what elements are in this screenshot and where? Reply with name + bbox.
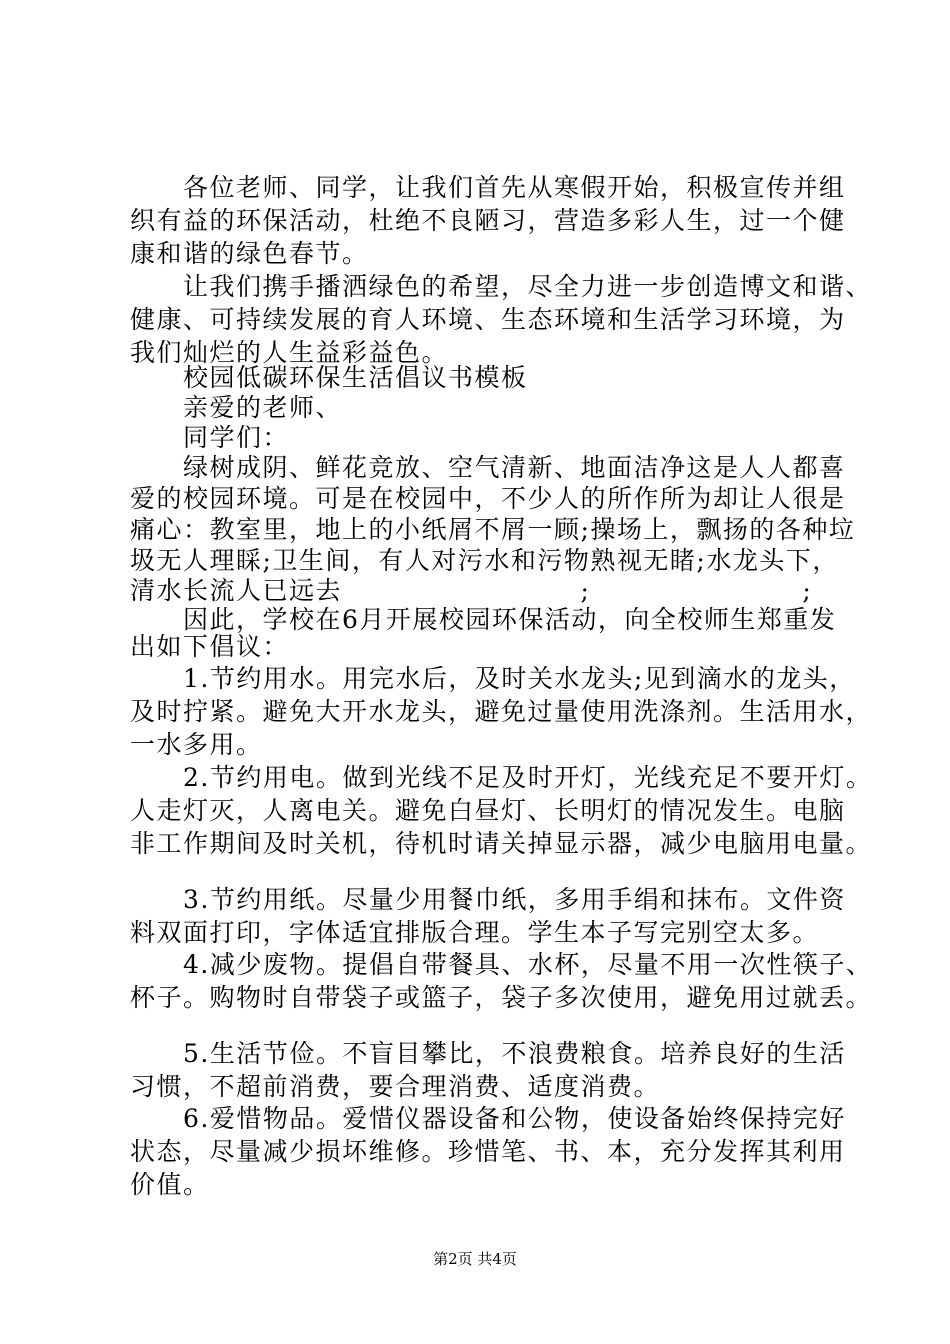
text-line: 绿树成阴、鲜花竞放、空气清新、地面洁净这是人人都喜 xyxy=(130,453,846,482)
salutation-line: 亲爱的老师、 xyxy=(130,393,343,422)
text-line: 料双面打印，字体适宜排版合理。学生本子写完别空太多。 xyxy=(130,918,820,947)
text-line: 出如下倡议： xyxy=(130,632,290,661)
text-line: 清水长流人已远去 ; ; xyxy=(130,576,813,605)
page-footer: 第2页 共4页 xyxy=(433,1250,517,1268)
text-line: 健康、可持续发展的育人环境、生态环境和生活学习环境，为 xyxy=(130,305,846,334)
text-line: 痛心：教室里，地上的小纸屑不屑一顾;操场上，飘扬的各种垃 xyxy=(130,515,856,544)
text-line: 康和谐的绿色春节。 xyxy=(130,239,369,268)
text-line: 非工作期间及时关机，待机时请关掉显示器，减少电脑用电量。 xyxy=(130,829,873,858)
text-line: 习惯，不超前消费，要合理消费、适度消费。 xyxy=(130,1072,661,1101)
text-line: 人走灯灭，人离电关。避免白昼灯、长明灯的情况发生。电脑 xyxy=(130,796,846,825)
text-line: 价值。 xyxy=(130,1170,210,1199)
list-item: 5.生活节俭。不盲目攀比，不浪费粮食。培养良好的生活 xyxy=(130,1039,846,1068)
text-line: 状态，尽量减少损坏维修。珍惜笔、书、本，充分发挥其利用 xyxy=(130,1137,846,1166)
text-line: 一水多用。 xyxy=(130,730,263,759)
text-line: 因此，学校在6月开展校园环保活动，向全校师生郑重发 xyxy=(130,605,837,634)
text-line: 各位老师、同学，让我们首先从寒假开始，积极宣传并组 xyxy=(130,173,846,202)
text-line: 让我们携手播洒绿色的希望，尽全力进一步创造博文和谐、 xyxy=(130,272,873,301)
list-item: 2.节约用电。做到光线不足及时开灯，光线充足不要开灯。 xyxy=(130,763,873,792)
list-item: 4.减少废物。提倡自带餐具、水杯，尽量不用一次性筷子、 xyxy=(130,950,873,979)
subheading: 校园低碳环保生活倡议书模板 xyxy=(130,363,528,392)
list-item: 3.节约用纸。尽量少用餐巾纸，多用手绢和抹布。文件资 xyxy=(130,885,846,914)
salutation-line: 同学们： xyxy=(130,423,290,452)
text-line: 圾无人理睬;卫生间，有人对污水和污物熟视无睹;水龙头下， xyxy=(130,546,839,575)
list-item: 6.爱惜物品。爱惜仪器设备和公物，使设备始终保持完好 xyxy=(130,1104,846,1133)
text-line: 织有益的环保活动，杜绝不良陋习，营造多彩人生，过一个健 xyxy=(130,206,846,235)
text-line: 杯子。购物时自带袋子或篮子，袋子多次使用，避免用过就丢。 xyxy=(130,983,873,1012)
list-item: 1.节约用水。用完水后，及时关水龙头;见到滴水的龙头， xyxy=(130,664,856,693)
text-line: 及时拧紧。避免大开水龙头，避免过量使用洗涤剂。生活用水， xyxy=(130,697,873,726)
text-line: 爱的校园环境。可是在校园中，不少人的所作所为却让人很是 xyxy=(130,484,846,513)
text-line: 我们灿烂的人生益彩益色。 xyxy=(130,338,449,367)
